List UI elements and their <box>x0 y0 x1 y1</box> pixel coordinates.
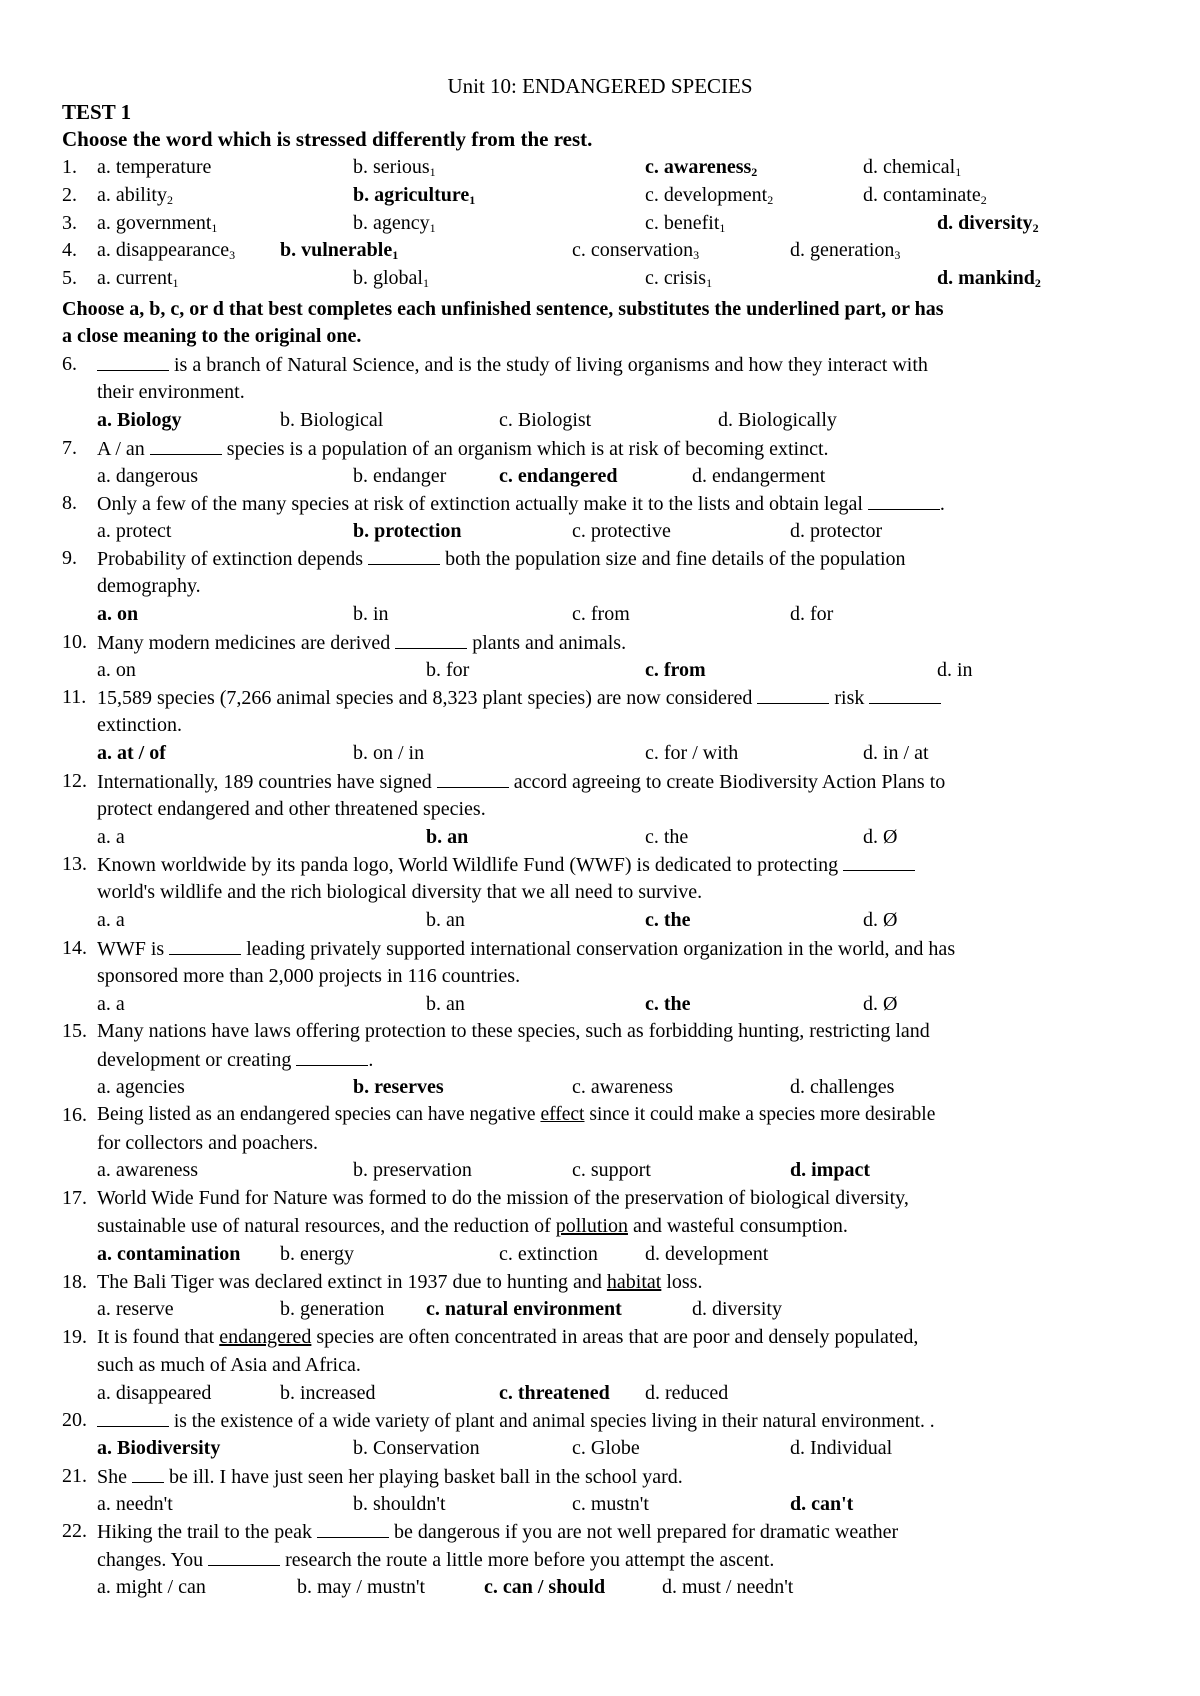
answer-blank <box>868 491 940 510</box>
option-c-answer: c. from <box>645 659 706 681</box>
option-b-answer: b. reserves <box>353 1076 444 1098</box>
option-d: d. protector <box>790 520 883 542</box>
item-number: 2. <box>62 184 77 206</box>
option-a-answer: a. on <box>97 603 139 625</box>
section2-instruction: Choose a, b, c, or d that best completes each unfinished sentence, substitutes the underlined part, or has <box>62 298 944 320</box>
option-b: b. on / in <box>353 742 425 764</box>
option-d-answer: d. diversity$_2$ <box>937 212 1039 235</box>
option-b: b. agency$_1$ <box>353 212 436 235</box>
option-d: d. development <box>645 1243 769 1265</box>
answer-blank <box>296 1047 368 1066</box>
option-c: c. support <box>572 1159 651 1181</box>
option-b: b. in <box>353 603 389 625</box>
option-d: d. endangerment <box>692 465 826 487</box>
question-number: 15. <box>62 1020 87 1042</box>
option-b: b. an <box>426 909 465 931</box>
option-c: c. the <box>645 826 689 848</box>
option-b: b. Biological <box>280 409 384 431</box>
option-a: a. disappearance$_3$ <box>97 239 236 262</box>
question-number: 19. <box>62 1326 87 1348</box>
answer-blank <box>150 436 222 455</box>
question-text: The Bali Tiger was declared extinct in 1937 due to hunting and habitat loss. <box>97 1271 703 1293</box>
option-b: b. may / mustn't <box>297 1576 426 1598</box>
answer-blank <box>869 685 941 704</box>
question-text: She be ill. I have just seen her playing basket ball in the school yard. <box>97 1466 683 1488</box>
option-b: b. increased <box>280 1382 376 1404</box>
option-a: a. protect <box>97 520 172 542</box>
question-text: Hiking the trail to the peak be dangerous if you are not well prepared for dramatic weather <box>97 1521 899 1543</box>
question-text: World Wide Fund for Nature was formed to do the mission of the preservation of biological diversity, <box>97 1187 909 1209</box>
option-d: d. challenges <box>790 1076 895 1098</box>
option-d: d. for <box>790 603 834 625</box>
option-a: a. ability$_2$ <box>97 184 173 207</box>
option-b: b. energy <box>280 1243 355 1265</box>
answer-blank <box>132 1464 164 1483</box>
option-a: a. dangerous <box>97 465 199 487</box>
test-label: TEST 1 <box>62 100 132 124</box>
question-number: 6. <box>62 353 77 375</box>
answer-blank <box>208 1547 280 1566</box>
option-c: c. Globe <box>572 1437 640 1459</box>
question-number: 21. <box>62 1465 87 1487</box>
option-c: c. for / with <box>645 742 739 764</box>
option-d-answer: d. can't <box>790 1493 854 1515</box>
option-c: c. from <box>572 603 630 625</box>
option-b: b. serious$_1$ <box>353 156 436 179</box>
underlined-word: habitat <box>606 1271 662 1293</box>
option-c: c. conservation$_3$ <box>572 239 700 262</box>
answer-blank <box>169 936 241 955</box>
question-number: 12. <box>62 770 87 792</box>
question-text: Only a few of the many species at risk of extinction actually make it to the lists and obtain legal . <box>97 493 945 515</box>
underlined-word: endangered <box>219 1326 312 1348</box>
question-text-cont: demography. <box>97 575 201 597</box>
option-d: d. Individual <box>790 1437 893 1459</box>
question-text: WWF is leading privately supported international conservation organization in the world, and has <box>97 938 956 960</box>
option-c-answer: c. endangered <box>499 465 618 487</box>
option-a-answer: a. at / of <box>97 742 166 764</box>
option-d: d. Ø <box>863 826 898 848</box>
answer-blank <box>437 769 509 788</box>
question-text: is the existence of a wide variety of plant and animal species living in their natural environment. . <box>97 1408 935 1434</box>
question-number: 17. <box>62 1187 87 1209</box>
option-c: c. awareness <box>572 1076 674 1098</box>
option-b: b. preservation <box>353 1159 472 1181</box>
option-b-answer: b. an <box>426 826 469 848</box>
question-number: 18. <box>62 1271 87 1293</box>
option-c: c. mustn't <box>572 1493 649 1515</box>
option-a: a. reserve <box>97 1298 174 1320</box>
option-a: a. on <box>97 659 136 681</box>
option-d: d. in / at <box>863 742 929 764</box>
option-c: c. protective <box>572 520 671 542</box>
question-text: Internationally, 189 countries have signed accord agreeing to create Biodiversity Action Plans to <box>97 771 946 793</box>
option-a: a. disappeared <box>97 1382 212 1404</box>
option-a: a. temperature <box>97 156 212 178</box>
option-b-answer: b. vulnerable$_1$ <box>280 239 399 262</box>
question-text-cont: their environment. <box>97 381 245 403</box>
question-text-cont: extinction. <box>97 714 182 736</box>
question-text-cont: such as much of Asia and Africa. <box>97 1354 361 1376</box>
item-number: 3. <box>62 212 77 234</box>
option-d: d. Biologically <box>718 409 837 431</box>
section2-instruction-cont: a close meaning to the original one. <box>62 325 362 347</box>
question-text: A / an species is a population of an organism which is at risk of becoming extinct. <box>97 438 829 460</box>
question-text-cont: world's wildlife and the rich biological diversity that we all need to survive. <box>97 881 703 903</box>
option-a: a. awareness <box>97 1159 199 1181</box>
question-text: Many nations have laws offering protection to these species, such as forbidding hunting, restricting land <box>97 1020 930 1042</box>
option-a: a. might / can <box>97 1576 206 1598</box>
option-a: a. needn't <box>97 1493 173 1515</box>
option-b: b. an <box>426 993 465 1015</box>
option-c-answer: c. can / should <box>484 1576 606 1598</box>
question-number: 10. <box>62 631 87 653</box>
option-c-answer: c. the <box>645 909 691 931</box>
question-number: 14. <box>62 937 87 959</box>
option-a: a. agencies <box>97 1076 185 1098</box>
answer-blank <box>97 1408 169 1427</box>
option-d: d. must / needn't <box>662 1576 794 1598</box>
answer-blank <box>395 630 467 649</box>
option-c: c. Biologist <box>499 409 592 431</box>
question-text: Known worldwide by its panda logo, World Wildlife Fund (WWF) is dedicated to protecting <box>97 852 915 877</box>
option-b: b. global$_1$ <box>353 267 429 290</box>
question-text-cont: sustainable use of natural resources, and the reduction of pollution and wasteful consumption. <box>97 1215 848 1237</box>
question-text: It is found that endangered species are often concentrated in areas that are poor and densely populated, <box>97 1326 919 1348</box>
question-number: 22. <box>62 1520 87 1542</box>
question-text: Being listed as an endangered species can have negative effect since it could make a species more desirable <box>97 1104 936 1125</box>
answer-blank <box>368 546 440 565</box>
option-d: d. contaminate$_2$ <box>863 184 987 207</box>
option-b-answer: b. protection <box>353 520 462 542</box>
option-b: b. generation <box>280 1298 385 1320</box>
option-c: c. extinction <box>499 1243 598 1265</box>
question-number: 20. <box>62 1409 87 1431</box>
question-text-cont: sponsored more than 2,000 projects in 116 countries. <box>97 965 521 987</box>
option-a: a. a <box>97 826 125 848</box>
option-a: a. a <box>97 909 125 931</box>
question-text: is a branch of Natural Science, and is the study of living organisms and how they interact with <box>97 352 928 377</box>
option-c-answer: c. awareness$_2$ <box>645 156 758 179</box>
question-number: 7. <box>62 437 77 459</box>
question-text-cont: development or creating . <box>97 1049 374 1071</box>
option-a: a. a <box>97 993 125 1015</box>
item-number: 4. <box>62 239 77 261</box>
question-number: 8. <box>62 492 77 514</box>
question-text: Many modern medicines are derived plants and animals. <box>97 632 627 654</box>
question-number: 16. <box>62 1104 87 1126</box>
answer-blank <box>757 685 829 704</box>
option-d: d. Ø <box>863 909 898 931</box>
option-c: c. crisis$_1$ <box>645 267 713 290</box>
option-d: d. chemical$_1$ <box>863 156 962 179</box>
option-b: b. Conservation <box>353 1437 480 1459</box>
option-c: c. development$_2$ <box>645 184 774 207</box>
option-c-answer: c. natural environment <box>426 1298 622 1320</box>
option-b: b. shouldn't <box>353 1493 446 1515</box>
underlined-word: pollution <box>555 1215 628 1237</box>
question-text-cont: protect endangered and other threatened species. <box>97 798 486 820</box>
option-d: d. Ø <box>863 993 898 1015</box>
underlined-word: effect <box>540 1104 585 1125</box>
option-a: a. current$_1$ <box>97 267 179 290</box>
section1-instruction: Choose the word which is stressed differently from the rest. <box>62 127 593 151</box>
item-number: 1. <box>62 156 77 178</box>
item-number: 5. <box>62 267 77 289</box>
option-a: a. government$_1$ <box>97 212 218 235</box>
question-text-cont: for collectors and poachers. <box>97 1132 319 1154</box>
option-d-answer: d. mankind$_2$ <box>937 267 1041 290</box>
option-c-answer: c. the <box>645 993 691 1015</box>
option-b-answer: b. agriculture$_1$ <box>353 184 476 207</box>
question-text: 15,589 species (7,266 animal species and 8,323 plant species) are now considered risk <box>97 685 941 710</box>
answer-blank <box>317 1519 389 1538</box>
question-number: 13. <box>62 853 87 875</box>
option-c: c. benefit$_1$ <box>645 212 726 235</box>
option-d-answer: d. impact <box>790 1159 870 1181</box>
option-a-answer: a. contamination <box>97 1243 241 1265</box>
answer-blank <box>843 852 915 871</box>
option-c-answer: c. threatened <box>499 1382 610 1404</box>
answer-blank <box>97 352 169 371</box>
option-d: d. reduced <box>645 1382 729 1404</box>
question-number: 11. <box>62 686 87 708</box>
page-title: Unit 10: ENDANGERED SPECIES <box>447 74 753 98</box>
question-number: 9. <box>62 547 77 569</box>
option-b: b. for <box>426 659 470 681</box>
option-d: d. diversity <box>692 1298 782 1320</box>
option-a-answer: a. Biology <box>97 409 182 431</box>
option-d: d. generation$_3$ <box>790 239 901 262</box>
question-text: Probability of extinction depends both the population size and fine details of the population <box>97 548 906 570</box>
question-text-cont: changes. You research the route a little more before you attempt the ascent. <box>97 1549 775 1571</box>
option-a-answer: a. Biodiversity <box>97 1437 221 1459</box>
option-b: b. endanger <box>353 465 447 487</box>
option-d: d. in <box>937 659 973 681</box>
